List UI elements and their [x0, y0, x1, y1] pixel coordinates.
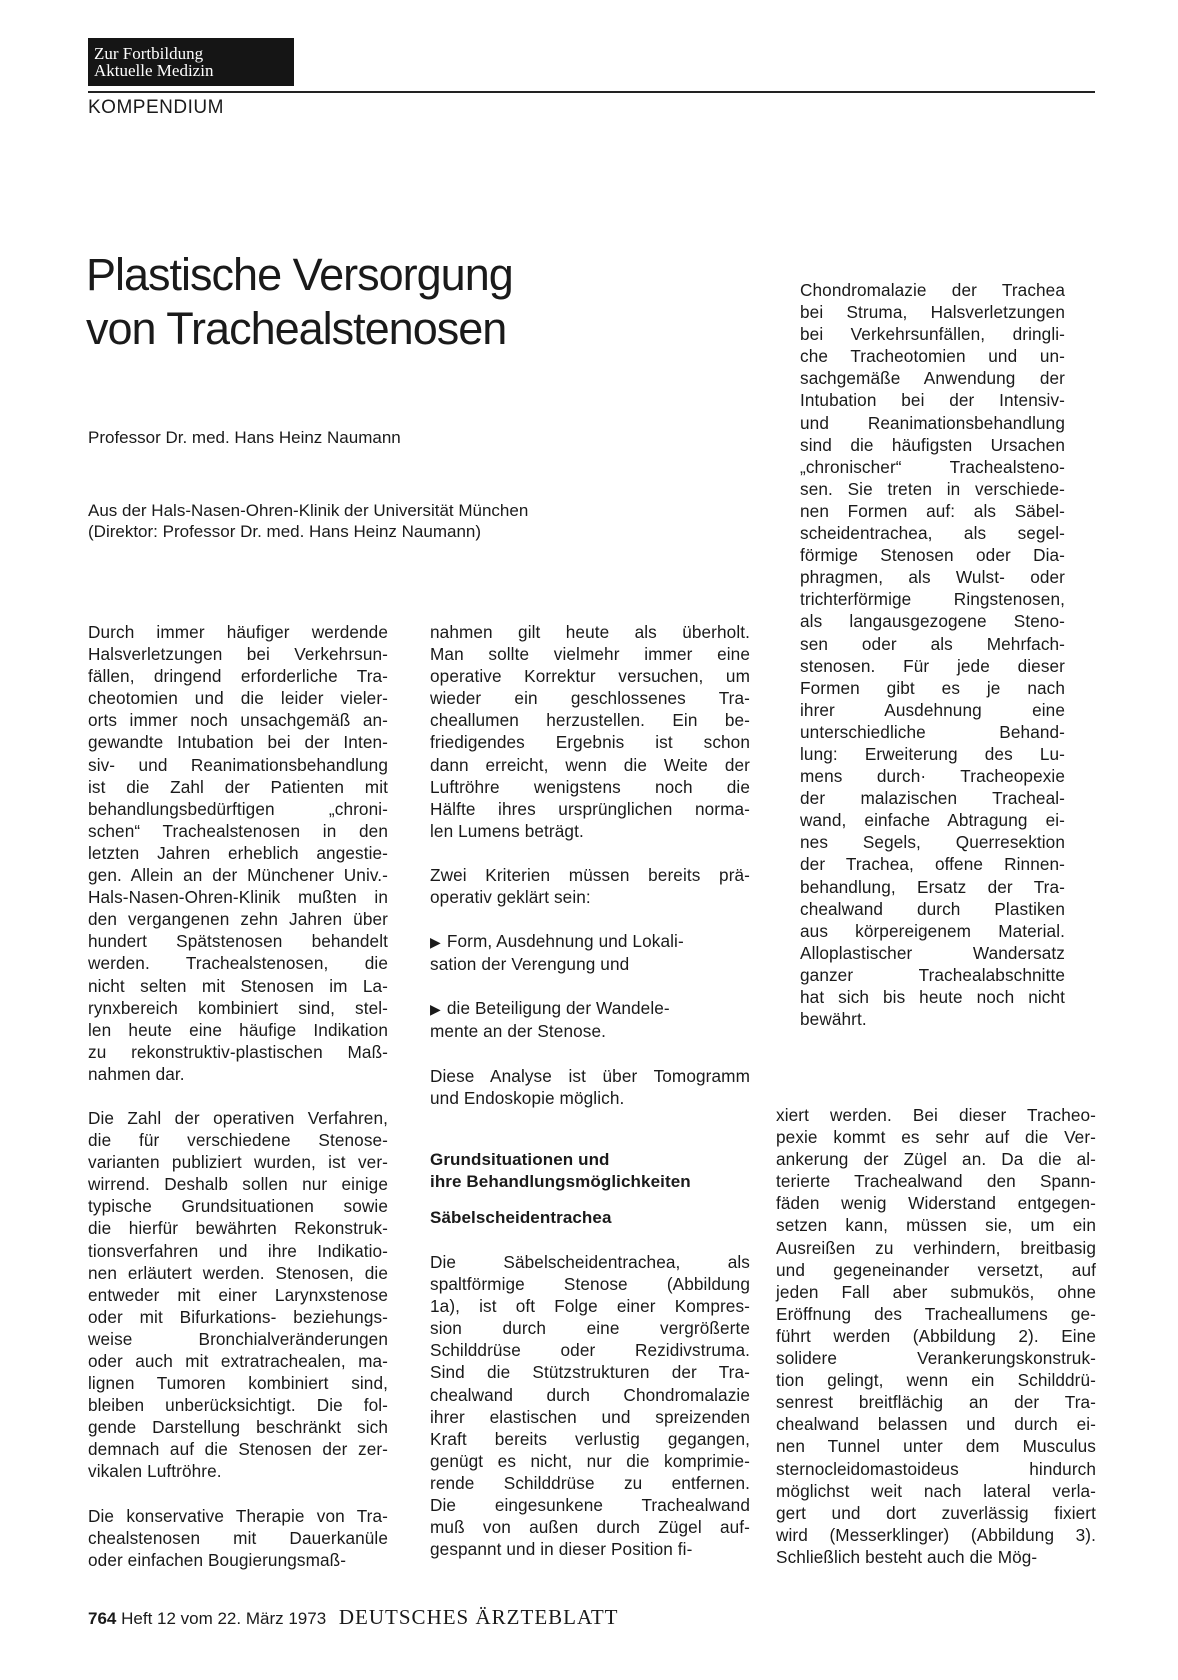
text-line: dann erreicht, wenn die Weite der	[430, 754, 750, 775]
text-line: Kraft bereits verlustig gegangen,	[430, 1428, 750, 1449]
title-line-2: von Trachealstenosen	[86, 303, 507, 354]
text-line: operative Korrektur versuchen, um	[430, 666, 750, 687]
text-line: oder einfachen Bougierungsmaß-	[88, 1549, 347, 1570]
bullet-1-line-1: ▶ Form, Ausdehnung und Lokali-	[430, 931, 684, 952]
text-line: nen Formen auf: als Säbel-	[800, 500, 1065, 521]
text-column-1	[88, 621, 388, 1571]
text-line: sind die häufigsten Ursachen	[800, 434, 1065, 455]
text-line: hat sich bis heute noch nicht	[800, 987, 1065, 1007]
text-line: zu rekonstruktiv-plastischen Maß-	[88, 1041, 388, 1062]
text-line: len heute eine häufige Indikation	[88, 1019, 388, 1040]
text-line: wirrend. Deshalb sollen nur einige	[88, 1174, 388, 1195]
text-line: cheallumen herzustellen. Ein be-	[430, 710, 750, 731]
affiliation-line-1: Aus der Hals-Nasen-Ohren-Klinik der Universität München	[88, 501, 529, 520]
text-line: ist die Zahl der Patienten mit	[88, 776, 388, 797]
text-line: nicht selten mit Stenosen im La-	[88, 975, 388, 996]
text-line: sternocleidomastoideus hindurch	[776, 1458, 1096, 1479]
text-line: demnach auf die Stenosen der zer-	[88, 1439, 388, 1460]
text-line: gespannt und in dieser Position fi-	[430, 1539, 693, 1560]
paragraph-criteria	[430, 864, 750, 908]
magazine-name: DEUTSCHES ÄRZTEBLATT	[338, 1605, 619, 1629]
article-title	[86, 248, 686, 356]
text-line: Luftröhre wenigstens noch die	[430, 776, 750, 797]
text-line: nen erläutert werden. Stenosen, die	[88, 1262, 388, 1283]
text-line: möglichst weit nach lateral verla-	[776, 1480, 1096, 1501]
text-line: chealwand durch Chondromalazie	[430, 1384, 750, 1405]
text-line: chealwand belassen und durch ei-	[776, 1414, 1096, 1435]
bullet-1-line-2: sation der Verengung und	[430, 954, 630, 975]
affiliation	[88, 500, 528, 542]
text-line: solidere Verankerungskonstruk-	[776, 1348, 1096, 1369]
text-line: führt werden (Abbildung 2). Eine	[776, 1325, 1096, 1346]
text-line: tionsverfahren und ihre Indikatio-	[88, 1240, 388, 1261]
text-line: weise Bronchialveränderungen	[88, 1328, 388, 1349]
text-line: Diese Analyse ist über Tomogramm	[430, 1065, 750, 1086]
text-line: behandlungsbedürftigen „chroni-	[88, 798, 388, 819]
text-line: wand, einfache Abtragung ei-	[800, 810, 1065, 831]
rubric-line-1: Zur Fortbildung	[94, 44, 204, 63]
text-line: che Tracheotomien und un-	[800, 346, 1065, 367]
text-line: siv- und Reanimationsbehandlung	[88, 754, 388, 775]
text-line: xiert werden. Bei dieser Tracheo-	[776, 1105, 1096, 1125]
text-line: wieder ein geschlossenes Tra-	[430, 688, 750, 709]
bullet-2-line-2: mente an der Stenose.	[430, 1021, 606, 1042]
text-line: lignen Tumoren kombiniert sind,	[88, 1373, 388, 1394]
text-line: Schilddrüse oder Rezidivstruma.	[430, 1340, 750, 1361]
text-line: nahmen gilt heute als überholt.	[430, 622, 750, 642]
text-line: jeden Fall aber submukös, ohne	[776, 1281, 1096, 1302]
text-line: bei Verkehrsunfällen, dringli-	[800, 324, 1065, 345]
text-line: schen“ Trachealstenosen in den	[88, 820, 388, 841]
text-line: die hierfür bewährten Rekonstruk-	[88, 1218, 388, 1239]
text-line: nes Segels, Querresektion	[800, 832, 1065, 853]
text-line: gen. Allein an der Münchener Univ.-	[88, 865, 388, 886]
text-line: 1a), ist oft Folge einer Kompres-	[430, 1296, 750, 1317]
text-line: ganzer Trachealabschnitte	[800, 964, 1065, 985]
text-line: ihrer Ausdehnung eine	[800, 699, 1065, 720]
text-line: Hals-Nasen-Ohren-Klinik mußten in	[88, 887, 388, 908]
text-line: Ausreißen zu verhindern, breitbasig	[776, 1237, 1096, 1258]
text-line: phragmen, als Wulst- oder	[800, 567, 1065, 588]
text-line: rynxbereich kombiniert sind, stel-	[88, 997, 388, 1018]
text-line: Intubation bei der Intensiv-	[800, 390, 1065, 411]
page-number: 764	[88, 1609, 117, 1628]
bullet-triangle-icon: ▶	[430, 1001, 441, 1018]
text-column-3	[800, 279, 1065, 1030]
text-line: bewährt.	[800, 1009, 867, 1030]
text-line: genügt es nicht, nur die komprimie-	[430, 1450, 750, 1471]
text-line: orts immer noch unsachgemäß an-	[88, 710, 388, 731]
text-line: operativ geklärt sein:	[430, 887, 591, 908]
text-line: muß von außen durch Zügel auf-	[430, 1517, 750, 1538]
heading-line-1: Grundsituationen und	[430, 1149, 610, 1169]
section-label: KOMPENDIUM	[88, 97, 224, 118]
text-line: Die Zahl der operativen Verfahren,	[88, 1107, 388, 1128]
text-line: letzten Jahren erheblich angestie-	[88, 842, 388, 863]
rubric-badge	[88, 38, 294, 86]
text-line: chealwand durch Plastiken	[800, 898, 1065, 919]
bullet-2-line-1: ▶ die Beteiligung der Wandele-	[430, 998, 670, 1019]
text-line: bleiben unberücksichtigt. Die fol-	[88, 1395, 388, 1416]
text-line: terierte Trachealwand den Spann-	[776, 1171, 1096, 1192]
rubric-line-2: Aktuelle Medizin	[94, 61, 214, 80]
text-line: Zwei Kriterien müssen bereits prä-	[430, 864, 750, 885]
text-line: den vergangenen zehn Jahren über	[88, 909, 388, 930]
text-line: wird (Messerklinger) (Abbildung 3).	[776, 1524, 1096, 1545]
text-line: entweder mit einer Larynxstenose	[88, 1284, 388, 1305]
text-line: hundert Spätstenosen behandelt	[88, 931, 388, 952]
text-line: und Endoskopie möglich.	[430, 1087, 625, 1108]
text-line: der Trachea, offene Rinnen-	[800, 854, 1065, 875]
text-line: bei Struma, Halsverletzungen	[800, 302, 1065, 323]
text-line: oder mit Bifurkations- beziehungs-	[88, 1306, 388, 1327]
text-line: förmige Stenosen oder Dia-	[800, 545, 1065, 566]
text-line: vikalen Luftröhre.	[88, 1461, 222, 1482]
text-line: Die konservative Therapie von Tra-	[88, 1505, 388, 1526]
paragraph-analysis	[430, 1065, 750, 1109]
text-line: Die eingesunkene Trachealwand	[430, 1495, 750, 1515]
text-line: tion gelingt, wenn ein Schilddrü-	[776, 1370, 1096, 1391]
text-line: Eröffnung des Tracheallumens ge-	[776, 1303, 1096, 1324]
paragraph-criteria-intro	[430, 621, 750, 842]
text-line: Durch immer häufiger werdende	[88, 622, 388, 642]
affiliation-line-2: (Direktor: Professor Dr. med. Hans Heinz Naumann)	[88, 522, 482, 541]
text-line: chealstenosen mit Dauerkanüle	[88, 1527, 388, 1548]
text-line: fäden wenig Widerstand entgegen-	[776, 1193, 1096, 1214]
text-line: der malazischen Tracheal-	[800, 788, 1065, 809]
text-line: lung: Erweiterung des Lu-	[800, 743, 1065, 764]
text-line: scheidentrachea, als segel-	[800, 523, 1065, 544]
text-line: Chondromalazie der Trachea	[800, 280, 1065, 300]
text-line: Formen gibt es je nach	[800, 677, 1065, 698]
text-line: typische Grundsituationen sowie	[88, 1196, 388, 1217]
heading-line-2: ihre Behandlungsmöglichkeiten	[430, 1171, 691, 1191]
text-line: senrest breitflächig an der Tra-	[776, 1392, 1096, 1413]
text-line: stenosen. Für jede dieser	[800, 655, 1065, 676]
text-line: und Reanimationsbehandlung	[800, 412, 1065, 433]
text-line: als langausgezogene Steno-	[800, 611, 1065, 632]
text-line: trichterförmige Ringstenosen,	[800, 589, 1065, 610]
text-line: gende Darstellung beschränkt sich	[88, 1417, 388, 1438]
subheading: Säbelscheidentrachea	[430, 1207, 612, 1227]
text-line: behandlung, Ersatz der Tra-	[800, 876, 1065, 897]
text-line: ihrer elastischen und spreizenden	[430, 1406, 750, 1427]
section-heading	[430, 1149, 750, 1193]
text-line: Schließlich besteht auch die Mög-	[776, 1546, 1038, 1567]
text-line: oder auch mit extratrachealen, ma-	[88, 1351, 388, 1371]
text-line: sachgemäße Anwendung der	[800, 368, 1065, 389]
text-line: Halsverletzungen bei Verkehrsun-	[88, 644, 388, 665]
author-line: Professor Dr. med. Hans Heinz Naumann	[88, 428, 401, 447]
issue-info: Heft 12 vom 22. März 1973	[121, 1609, 327, 1628]
text-line: friedigendes Ergebnis ist schon	[430, 732, 750, 753]
text-line: nahmen dar.	[88, 1063, 185, 1084]
text-line: Man sollte vielmehr immer eine	[430, 644, 750, 665]
text-line: gewandte Intubation bei der Inten-	[88, 732, 388, 753]
text-line: Alloplastischer Wandersatz	[800, 942, 1065, 963]
paragraph-saebelscheide	[430, 1251, 750, 1560]
text-line: ankerung der Zügel an. Da die al-	[776, 1149, 1096, 1170]
page-footer	[88, 1605, 618, 1630]
bullet-item-1	[430, 930, 750, 975]
text-line: sen oder als Mehrfach-	[800, 633, 1065, 654]
bullet-triangle-icon: ▶	[430, 934, 441, 951]
text-line: varianten publiziert wurden, ist ver-	[88, 1152, 388, 1173]
text-line: die für verschiedene Stenose-	[88, 1130, 388, 1151]
text-line: Sind die Stützstrukturen der Tra-	[430, 1362, 750, 1383]
text-line: setzen kann, müssen sie, um ein	[776, 1215, 1096, 1236]
text-line: Hälfte ihres ursprünglichen norma-	[430, 798, 750, 819]
text-line: unterschiedliche Behand-	[800, 721, 1065, 742]
text-line: mens durch· Tracheopexie	[800, 766, 1065, 787]
bullet-item-2	[430, 997, 750, 1042]
text-line: spaltförmige Stenose (Abbildung	[430, 1274, 750, 1295]
text-column-2	[430, 621, 750, 1560]
text-line: len Lumens beträgt.	[430, 820, 584, 841]
text-line: werden. Trachealstenosen, die	[88, 953, 388, 974]
text-line: sion durch eine vergrößerte	[430, 1318, 750, 1339]
text-line: Die Säbelscheidentrachea, als	[430, 1251, 750, 1272]
title-line-1: Plastische Versorgung	[86, 249, 513, 300]
text-line: pexie kommt es sehr auf die Ver-	[776, 1127, 1096, 1148]
text-line: und gegeneinander versetzt, auf	[776, 1259, 1096, 1280]
header-rule	[88, 91, 1095, 93]
text-line: „chronischer“ Trachealsteno-	[800, 456, 1065, 477]
text-line: sen. Sie treten in verschiede-	[800, 478, 1065, 499]
text-line: aus körpereigenem Material.	[800, 920, 1065, 941]
text-column-4	[776, 1104, 1096, 1568]
text-line: nen Tunnel unter dem Musculus	[776, 1436, 1096, 1457]
text-line: rende Schilddrüse zu entfernen.	[430, 1472, 750, 1493]
text-line: cheotomien und die leider vieler-	[88, 688, 388, 709]
text-line: gert und dort zuverlässig fixiert	[776, 1502, 1096, 1523]
text-line: fällen, dringend erforderliche Tra-	[88, 666, 388, 687]
